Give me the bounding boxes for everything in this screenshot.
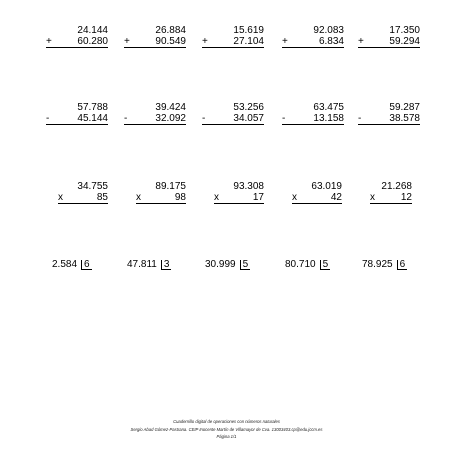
operand-bottom: 60.280 (77, 36, 108, 47)
divisor: 6 (397, 260, 408, 270)
multiplication-operation (136, 181, 186, 204)
operand-top: 89.175 (155, 181, 186, 192)
division-operation (285, 259, 330, 270)
operand-top: 63.019 (311, 181, 342, 192)
multiplication-operation (58, 181, 108, 204)
times-sign: x (214, 192, 219, 203)
operand-bottom: 34.057 (233, 113, 264, 124)
divisor: 5 (240, 260, 251, 270)
times-sign: x (136, 192, 141, 203)
operand-top: 17.350 (389, 25, 420, 36)
subtraction-operation (46, 102, 108, 125)
dividend: 47.811 (127, 259, 157, 270)
operand-bottom: 6.834 (318, 36, 344, 47)
dividend: 2.584 (52, 259, 78, 270)
minus-sign: - (358, 113, 362, 124)
page-footer (0, 418, 453, 441)
operand-bottom: 90.549 (155, 36, 186, 47)
operand-bottom: 27.104 (233, 36, 264, 47)
operand-top: 63.475 (313, 102, 344, 113)
division-operation (205, 259, 250, 270)
footer-page-number: Página 1/1 (216, 434, 237, 439)
operand-top: 92.083 (313, 25, 344, 36)
plus-sign: + (202, 36, 208, 47)
divisor: 5 (320, 260, 331, 270)
operand-top: 34.755 (77, 181, 108, 192)
division-operation (362, 259, 407, 270)
division-operation (127, 259, 171, 270)
addition-operation (124, 25, 186, 48)
addition-operation (358, 25, 420, 48)
operand-top: 53.256 (233, 102, 264, 113)
addition-operation (202, 25, 264, 48)
operand-bottom: 45.144 (77, 113, 108, 124)
operand-bottom: 12 (400, 192, 412, 203)
minus-sign: - (282, 113, 286, 124)
operand-top: 93.308 (233, 181, 264, 192)
subtraction-operation (282, 102, 344, 125)
minus-sign: - (46, 113, 50, 124)
dividend: 78.925 (362, 259, 393, 270)
operand-top: 59.287 (389, 102, 420, 113)
multiplication-operation (292, 181, 342, 204)
times-sign: x (58, 192, 63, 203)
subtraction-operation (202, 102, 264, 125)
operand-top: 57.788 (77, 102, 108, 113)
plus-sign: + (46, 36, 52, 47)
operand-bottom: 13.158 (313, 113, 344, 124)
subtraction-operation (124, 102, 186, 125)
operand-bottom: 17 (252, 192, 264, 203)
divisor: 6 (81, 260, 92, 270)
plus-sign: + (358, 36, 364, 47)
operand-bottom: 42 (330, 192, 342, 203)
subtraction-operation (358, 102, 420, 125)
operand-bottom: 98 (174, 192, 186, 203)
operand-bottom: 38.578 (389, 113, 420, 124)
minus-sign: - (124, 113, 128, 124)
operand-top: 15.619 (233, 25, 264, 36)
multiplication-operation (370, 181, 412, 204)
operand-bottom: 59.294 (389, 36, 420, 47)
divisor: 3 (161, 260, 172, 270)
operand-top: 26.884 (155, 25, 186, 36)
plus-sign: + (124, 36, 130, 47)
operand-bottom: 32.092 (155, 113, 186, 124)
operand-top: 21.268 (381, 181, 412, 192)
footer-author: Sergio Abad Gómez-Pastrana. CEIP Inocente Martín de Villamayor de Cva. 13003403.cp@edu.jccm.es (130, 426, 323, 432)
operand-top: 39.424 (155, 102, 186, 113)
dividend: 80.710 (285, 259, 316, 270)
multiplication-operation (214, 181, 264, 204)
division-operation (52, 259, 92, 270)
minus-sign: - (202, 113, 206, 124)
times-sign: x (292, 192, 297, 203)
addition-operation (46, 25, 108, 48)
addition-operation (282, 25, 344, 48)
operand-top: 24.144 (77, 25, 108, 36)
times-sign: x (370, 192, 375, 203)
plus-sign: + (282, 36, 288, 47)
dividend: 30.999 (205, 259, 236, 270)
footer-title: Cuadernillo digital de operaciones con números naturales (173, 419, 280, 424)
operand-bottom: 85 (96, 192, 108, 203)
